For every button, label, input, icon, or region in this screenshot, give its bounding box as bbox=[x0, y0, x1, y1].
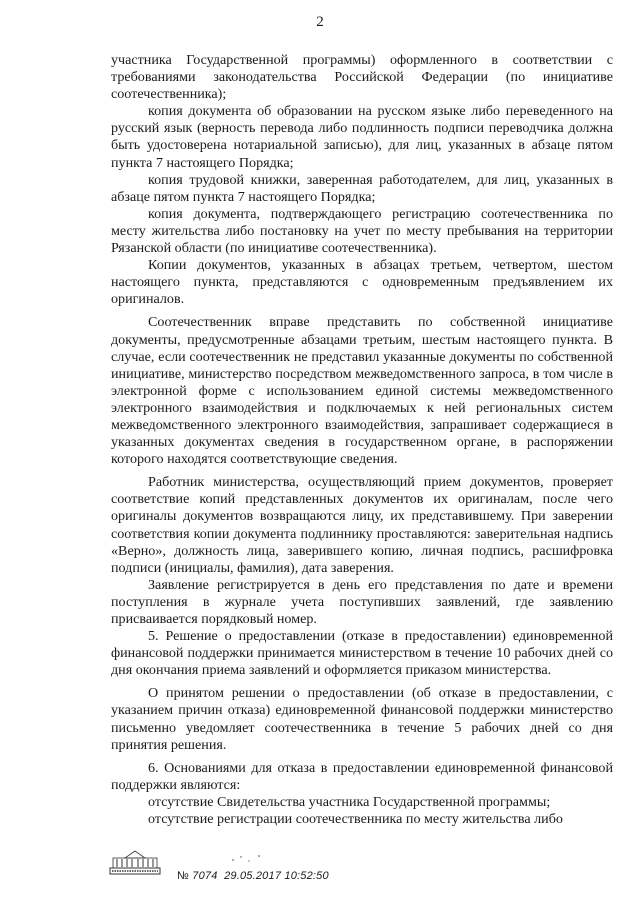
number-sign: № bbox=[177, 870, 190, 882]
building-logo-icon bbox=[109, 848, 161, 876]
paragraph: отсутствие Свидетельства участника Государственной программы; bbox=[148, 793, 551, 810]
registration-stamp bbox=[109, 844, 409, 892]
paragraph: Копии документов, указанных в абзацах третьем, четвертом, шестом настоящего пункта, представляются с одновременным предъявлением их оригиналов. bbox=[111, 257, 613, 308]
paragraph: копия документа, подтверждающего регистрацию соотечественника по месту жительства либо постановку на учет по месту пребывания на территории Рязанской области (по инициативе соотечественника). bbox=[111, 205, 613, 257]
paragraph: Соотечественник вправе представить по собственной инициативе документы, предусмотренные абзацами третьим, шестым настоящего пункта. В случае, если соотечественник не представил указанные документы по собственной инициативе, министерство посредством межведомственного запроса, в том числе в электронной форме с использованием единой системы межведомственного электронного взаимодействия и подключаемых к ней региональных систем межведомственного электронного взаимодействия, запрашивает содержащиеся в указанных документах сведения в государственном органе, в распоряжении которого находятся соответствующие сведения. bbox=[111, 314, 613, 468]
document-body bbox=[111, 52, 613, 828]
document-number: 7074 bbox=[192, 870, 218, 882]
document-timestamp: 29.05.2017 10:52:50 bbox=[224, 870, 329, 882]
paragraph: 5. Решение о предоставлении (отказе в предоставлении) единовременной финансовой поддержки принимается министерством в течение 10 рабочих дней со дня окончания приема заявлений и оформляется приказом министерства. bbox=[111, 628, 613, 679]
page-number: 2 bbox=[316, 14, 324, 30]
paragraph: отсутствие регистрации соотечественника по месту жительства либо bbox=[148, 811, 563, 828]
paragraph: Работник министерства, осуществляющий прием документов, проверяет соответствие копий представленных документов их оригиналам, после чего оригиналы документов возвращаются лицу, их представившему. При заверении соответствия копии документа подлиннику проставляются: заверительная надпись «Верно», должность лица, заверившего копию, личная подпись, расшифровка подписи (инициалы, фамилия), дата заверения. bbox=[111, 474, 613, 576]
paragraph: копия документа об образовании на русском языке либо переведенного на русский язык (верность перевода либо подлинность подписи переводчика должна быть удостоверена нотариальной записью), для лиц, указанных в абзаце пятом пункта 7 настоящего Порядка; bbox=[111, 103, 613, 171]
document-number-stamp bbox=[177, 870, 329, 882]
paragraph: Заявление регистрируется в день его представления по дате и времени поступления в журнале учета поступивших заявлений, где заявлению присваивается порядковый номер. bbox=[111, 576, 613, 627]
paragraph: копия трудовой книжки, заверенная работодателем, для лиц, указанных в абзаце пятом пункта 7 настоящего Порядка; bbox=[111, 171, 613, 205]
paragraph: 6. Основаниями для отказа в предоставлении единовременной финансовой поддержки являются: bbox=[111, 759, 613, 793]
scan-specks bbox=[229, 852, 269, 864]
paragraph: О принятом решении о предоставлении (об отказе в предоставлении, с указанием причин отказа) единовременной финансовой поддержки министерство письменно уведомляет соотечественника в течение 5 рабочих дней со дня принятия решения. bbox=[111, 685, 613, 753]
paragraph: участника Государственной программы) оформленного в соответствии с требованиями законодательства Российской Федерации (по инициативе соотечественника); bbox=[111, 52, 613, 103]
